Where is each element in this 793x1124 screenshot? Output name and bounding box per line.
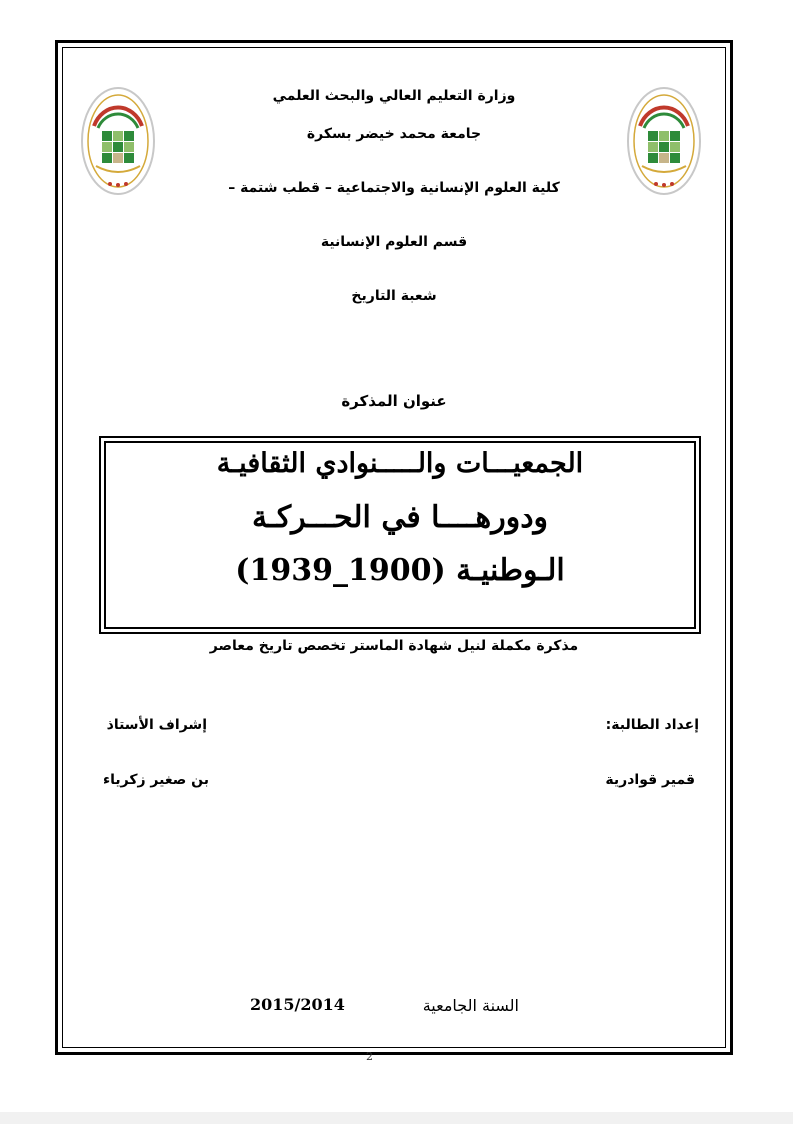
memo-title-label: عنوان المذكرة — [341, 392, 447, 410]
supervisor-name: بن صغير زكرياء — [102, 772, 209, 788]
memo-title-line-2: ودورهــــا في الحـــركـة — [251, 500, 549, 535]
supervisor-label: إشراف الأستاذ — [106, 717, 207, 733]
ministry-name: وزارة التعليم العالي والبحث العلمي — [272, 88, 516, 104]
bottom-strip — [0, 1112, 793, 1124]
academic-year-label: السنة الجامعية — [422, 996, 519, 1015]
memo-title-line-3: الـوطنيـة (1900_1939) — [235, 553, 565, 588]
student-name: قمير قوادرية — [605, 772, 695, 788]
page-number: 2 — [366, 1050, 373, 1063]
university-name: جامعة محمد خيضر بسكرة — [306, 126, 482, 142]
department-name: قسم العلوم الإنسانية — [320, 234, 468, 250]
student-label: إعداد الطالبة: — [605, 717, 699, 733]
memo-subtitle: مذكرة مكملة لنيل شهادة الماستر تخصص تاريخ معاصر — [209, 638, 579, 654]
memo-title-line-1: الجمعيـــات والـــــنوادي الثقافيـة — [216, 448, 584, 479]
academic-year-value: 2015/2014 — [250, 995, 345, 1014]
faculty-name: كلية العلوم الإنسانية والاجتماعية – قطب شتمة – — [228, 180, 560, 196]
branch-name: شعبة التاريخ — [351, 288, 437, 304]
